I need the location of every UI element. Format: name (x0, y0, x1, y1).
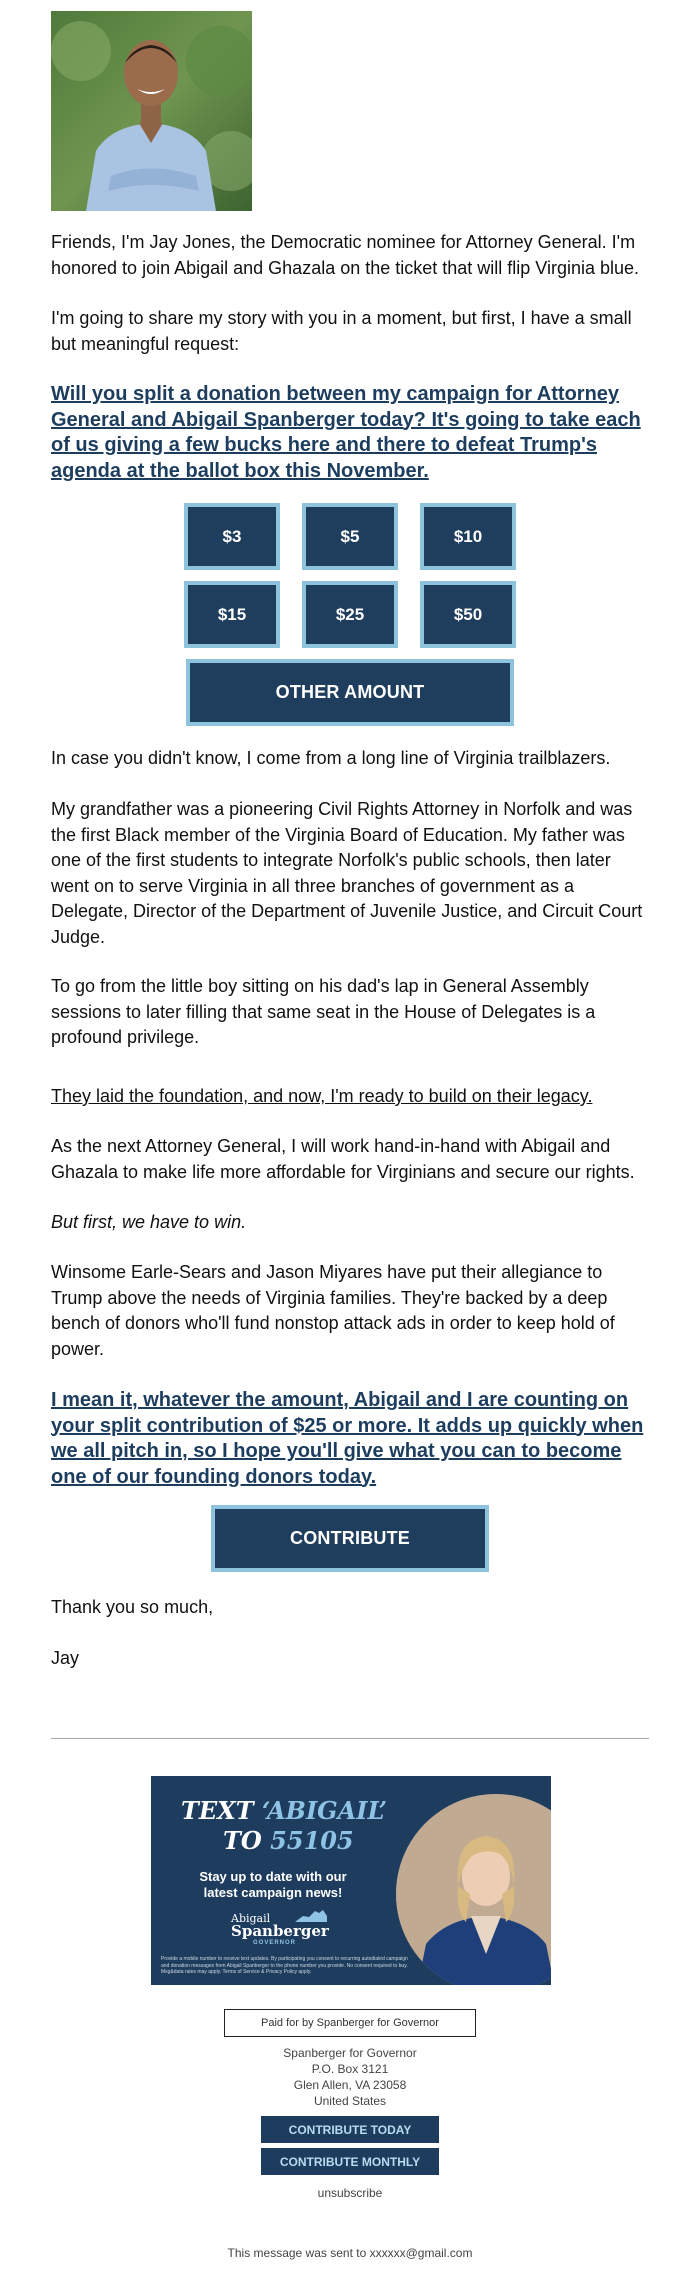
story-paragraph-2: My grandfather was a pioneering Civil Rights Attorney in Norfolk and was the first Black member of the Virginia Board of Education. My father was one of the first students to integrate Norfolk's public schools, then later went on to serve Virginia in all three branches of government as a Delegate, Director of the Department of Juvenile Justice, and Circuit Court Judge. (51, 799, 643, 947)
story-paragraph-3: To go from the little boy sitting on his dad's lap in General Assembly sessions to later filling that same seat in the House of Delegates is a profound privilege. (51, 976, 596, 1047)
other-amount-button[interactable]: OTHER AMOUNT (186, 659, 514, 726)
spanberger-portrait (396, 1794, 551, 1985)
footer-city: Glen Allen, VA 23058 (293, 2078, 407, 2092)
banner-shortcode: 55105 (270, 1826, 354, 1855)
candidate-photo (51, 11, 252, 211)
contribute-button[interactable]: CONTRIBUTE (211, 1505, 489, 1572)
amount-10-button[interactable]: $10 (420, 503, 516, 570)
intro-paragraph-2: I'm going to share my story with you in a moment, but first, I have a small but meaningful request: (51, 308, 632, 354)
virginia-state-icon (293, 1908, 329, 1924)
signature: Jay (51, 1648, 80, 1668)
logo-first-name: Abigail (231, 1912, 271, 1925)
amount-15-button[interactable]: $15 (184, 581, 280, 648)
donation-ask-link[interactable]: Will you split a donation between my campaign for Attorney General and Abigail Spanberger today? It's going to take each of us giving a few bucks here and there to defeat Trump's agenda at the ballot box this November. (51, 383, 641, 482)
footer-org: Spanberger for Governor (283, 2046, 417, 2060)
spanberger-logo (231, 1908, 331, 1948)
sent-to-notice: This message was sent to xxxxxx@gmail.com (227, 2246, 473, 2260)
thanks-text: Thank you so much, (51, 1597, 214, 1617)
contribute-today-button[interactable]: CONTRIBUTE TODAY (261, 2116, 439, 2143)
divider (51, 1738, 649, 1739)
logo-last-name: Spanberger (231, 1922, 329, 1940)
paid-for-box: Paid for by Spanberger for Governor (224, 2009, 476, 2037)
unsubscribe-link[interactable]: unsubscribe (317, 2186, 383, 2200)
story-paragraph-6: But first, we have to win. (51, 1212, 247, 1232)
story-paragraph-4: They laid the foundation, and now, I'm ready to build on their legacy. (51, 1086, 593, 1106)
banner-line2-text: TO (223, 1826, 271, 1855)
banner-fine-print: Provide a mobile number to receive text updates. By participating you consent to recurring autodialed campaign and donation messages from Abigail Spanberger to the phone number you provide. No consent required to buy. Msg&data rates may apply. Terms of Service & Privacy Policy apply. (161, 1956, 408, 1975)
text-signup-banner[interactable] (151, 1776, 551, 1985)
amount-25-button[interactable]: $25 (302, 581, 398, 648)
amount-3-button[interactable]: $3 (184, 503, 280, 570)
logo-office: GOVERNOR (253, 1940, 297, 1946)
split-contribution-link[interactable]: I mean it, whatever the amount, Abigail and I are counting on your split contribution of $25 or more. It adds up quickly when we all pitch in, so I hope you'll give what you can to become one of our founding donors today. (51, 1389, 644, 1488)
amount-5-button[interactable]: $5 (302, 503, 398, 570)
banner-subtitle: Stay up to date with our latest campaign news! (199, 1869, 347, 1900)
story-paragraph-5: As the next Attorney General, I will work hand-in-hand with Abigail and Ghazala to make life more affordable for Virginians and secure our rights. (51, 1136, 635, 1182)
banner-line1-text: TEXT (181, 1796, 262, 1825)
story-paragraph-7: Winsome Earle-Sears and Jason Miyares have put their allegiance to Trump above the needs of Virginia families. They're backed by a deep bench of donors who'll fund nonstop attack ads in order to keep hold of power. (51, 1262, 615, 1359)
intro-paragraph-1: Friends, I'm Jay Jones, the Democratic nominee for Attorney General. I'm honored to join Abigail and Ghazala on the ticket that will flip Virginia blue. (51, 232, 640, 278)
footer-country: United States (313, 2094, 387, 2108)
contribute-monthly-button[interactable]: CONTRIBUTE MONTHLY (261, 2148, 439, 2175)
banner-keyword: ‘ABIGAIL’ (262, 1796, 388, 1825)
amount-50-button[interactable]: $50 (420, 581, 516, 648)
footer-po-box: P.O. Box 3121 (311, 2062, 389, 2076)
story-paragraph-1: In case you didn't know, I come from a long line of Virginia trailblazers. (51, 748, 611, 768)
